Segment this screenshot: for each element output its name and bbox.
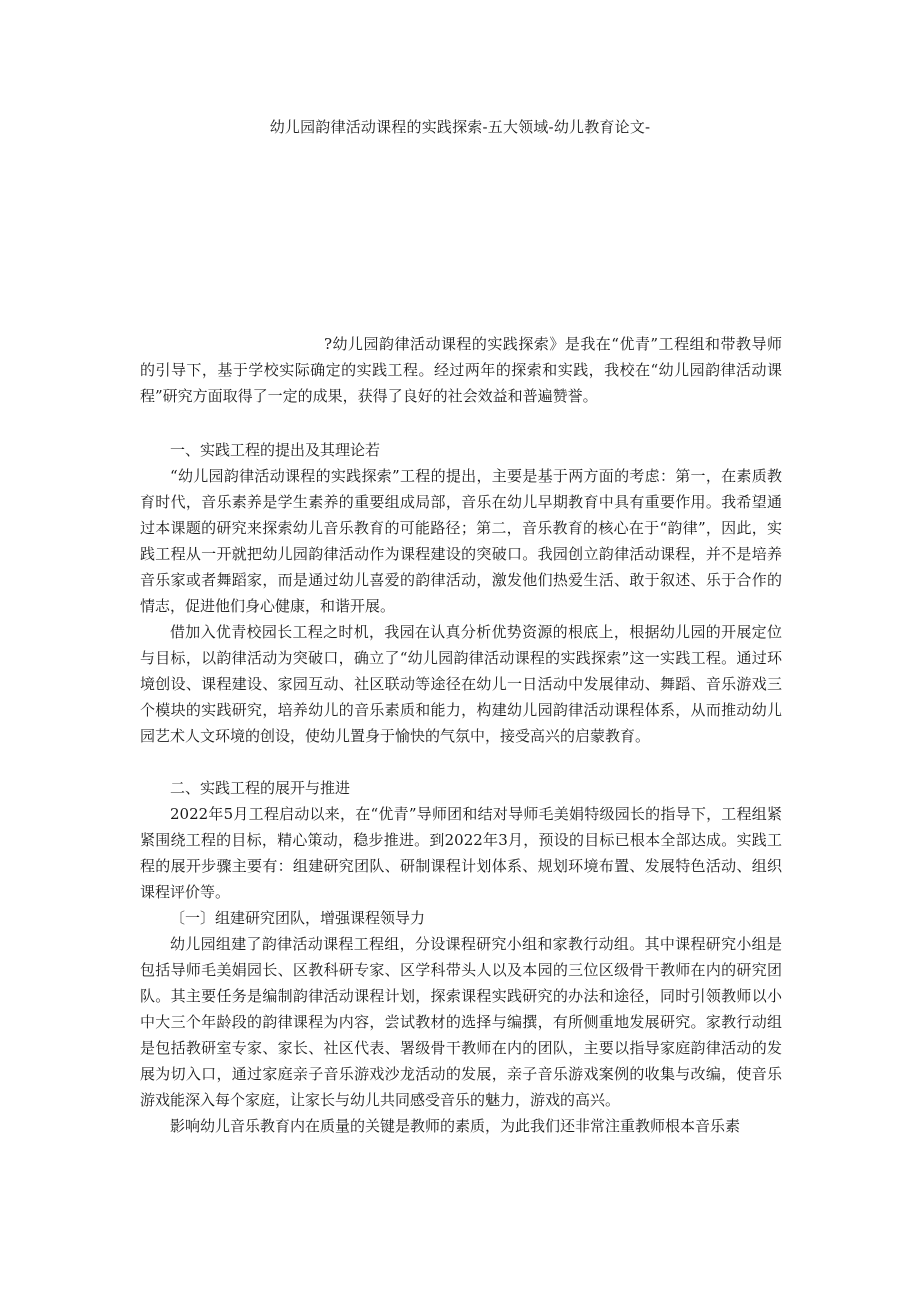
section-heading-2: 二、实践工程的展开与推进 xyxy=(170,779,351,797)
section-2-paragraph-2: 幼儿园组建了韵律活动课程工程组，分设课程研究小组和家教行动组。其中课程研究小组是包括导师毛美娟园长、区教科研专家、区学科带头人以及本园的三位区级骨干教师在内的研究团队。其主要任务是编制韵律活动课程计划，探索课程实践研究的办法和途径，同时引领教师以小中大三个年龄段的韵律课程为内容，尝试教材的选择与编撰，有所侧重地发展研究。家教行动组是包括教研室专家、家长、社区代表、署级骨干教师在内的团队，主要以指导家庭韵律活动的发展为切入口，通过家庭亲子音乐游戏沙龙活动的发展，亲子音乐游戏案例的收集与改编，使音乐游戏能深入每个家庭，让家长与幼儿共同感受音乐的魅力，游戏的高兴。 xyxy=(140,935,782,1109)
intro-paragraph: ?幼儿园韵律活动课程的实践探索》是我在“优青”工程组和带教导师的引导下，基于学校实际确定的实践工程。经过两年的探索和实践，我校在“幼儿园韵律活动课程”研究方面取得了一定的成果，获得了良好的社会效益和普遍赞誉。 xyxy=(140,335,782,405)
section-2-paragraph-3: 影响幼儿音乐教育内在质量的关键是教师的素质，为此我们还非常注重教师根本音乐素 xyxy=(170,1117,741,1135)
section-1-paragraph-1: “幼儿园韵律活动课程的实践探索”工程的提出，主要是基于两方面的考虑：第一，在素质教育时代，音乐素养是学生素养的重要组成局部，音乐在幼儿早期教育中具有重要作用。我希望通过本课题的研究来探索幼儿音乐教育的可能路径；第二，音乐教育的核心在于“韵律”，因此，实践工程从一开就把幼儿园韵律活动作为课程建设的突破口。我园创立韵律活动课程，并不是培养音乐家或者舞蹈家，而是通过幼儿喜爱的韵律活动，激发他们热爱生活、敢于叙述、乐于合作的情志，促进他们身心健康，和谐开展。 xyxy=(140,467,782,615)
document-body xyxy=(140,331,782,1139)
section-heading-1: 一、实践工程的提出及其理论若 xyxy=(170,441,381,459)
document-title: 幼儿园韵律活动课程的实践探索-五大领域-幼儿教育论文- xyxy=(269,118,651,136)
section-1-paragraph-2: 借加入优青校园长工程之时机，我园在认真分析优势资源的根底上，根据幼儿园的开展定位与目标，以韵律活动为突破口，确立了“幼儿园韵律活动课程的实践探索”这一实践工程。通过环境创设、课程建设、家园互动、社区联动等途径在幼儿一日活动中发展律动、舞蹈、音乐游戏三个模块的实践研究，培养幼儿的音乐素质和能力，构建幼儿园韵律活动课程体系，从而推动幼儿园艺术人文环境的创设，使幼儿置身于愉快的气氛中，接受高兴的启蒙教育。 xyxy=(140,623,782,745)
subsection-heading-1: 〔一〕组建研究团队，增强课程领导力 xyxy=(170,909,426,927)
section-2-paragraph-1: 2022年5月工程启动以来，在“优青”导师团和结对导师毛美娟特级园长的指导下，工程组紧紧围绕工程的目标，精心策动，稳步推进。到2022年3月，预设的目标已根本全部达成。实践工程的展开步骤主要有：组建研究团队、研制课程计划体系、规划环境布置、发展特色活动、组织课程评价等。 xyxy=(140,805,782,901)
